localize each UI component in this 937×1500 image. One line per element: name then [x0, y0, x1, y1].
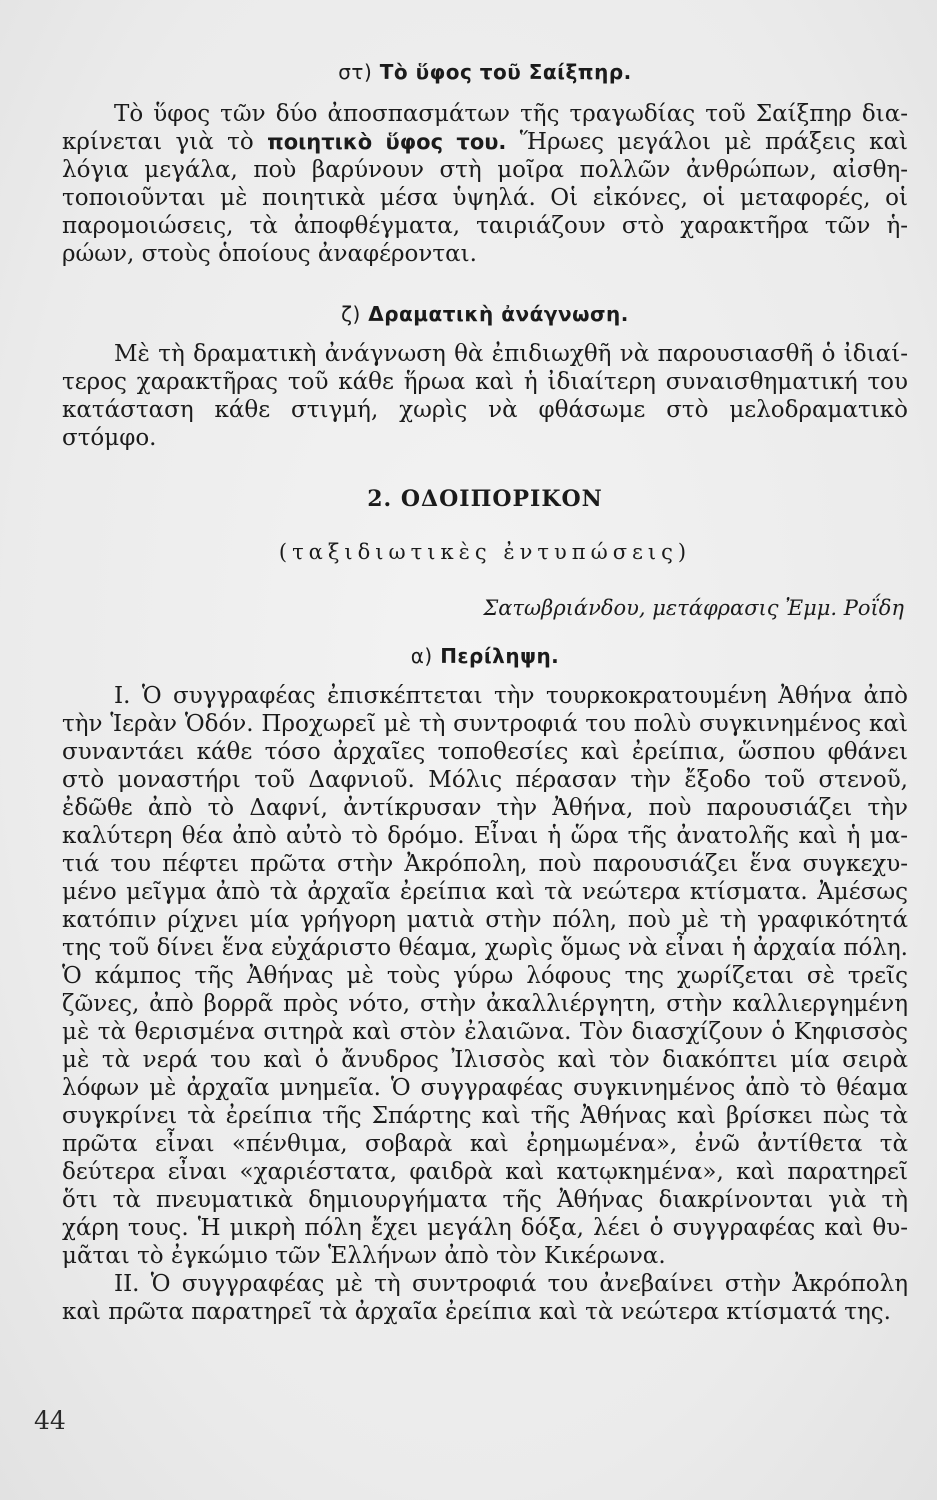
section-mark: στ)	[338, 60, 373, 84]
paragraph-rest: Ἥρωες μεγάλοι μὲ πράξεις καὶ λόγια μεγάλα, ποὺ βαρύνουν στὴ μοῖρα πολλῶν ἀνθρώπων, αἰσθη-τοποιοῦνται μὲ ποιητικὰ μέσα ὑψηλά. Οἱ εἰκόνες, οἱ μεταφορές, οἱ παρομοιώσεις, τὰ ἀποφθέγματα, ταιριάζουν στὸ χαρακτῆρα τῶν ἡ-ρώων, στοὺς ὁποίους ἀναφέρονται.	[62, 129, 908, 267]
section-mark: α)	[410, 644, 433, 668]
page-number: 44	[34, 1406, 66, 1435]
paragraph-lead: Τὸ ὕφος τῶν δύο ἀποσπασμάτων τῆς τραγωδίας τοῦ Σαίξπηρ δια-κρίνεται γιὰ τὸ	[62, 101, 908, 155]
author-attribution: Σατωβριάνδου, μετάφρασις Ἐμμ. Ροΐδη	[483, 596, 904, 620]
section-title: Δραματικὴ ἀνάγνωση.	[368, 302, 629, 326]
section-heading-a	[62, 644, 908, 668]
page-content	[62, 60, 908, 1326]
section-heading-st	[62, 60, 908, 84]
section-heading-z	[62, 302, 908, 326]
summary-paragraph-1: Ι. Ὁ συγγραφέας ἐπισκέπτεται τὴν τουρκοκρατουμένη Ἀθήνα ἀπὸ τὴν Ἱερὰν Ὁδόν. Προχωρεῖ μὲ τὴ συντροφιά του πολὺ συγκινημένος καὶ συναντάει κάθε τόσο ἀρχαῖες τοποθεσίες καὶ ἐρείπια, ὥσπου φθάνει στὸ μοναστήρι τοῦ Δαφνιοῦ. Μόλις πέρασαν τὴν ἔξοδο τοῦ στενοῦ, ἐδῶθε ἀπὸ τὸ Δαφνί, ἀντίκρυσαν τὴν Ἀθήνα, ποὺ παρουσιάζει τὴν καλύτερη θέα ἀπὸ αὐτὸ τὸ δρόμο. Εἶναι ἡ ὥρα τῆς ἀνατολῆς καὶ ἡ μα-τιά του πέφτει πρῶτα στὴν Ἀκρόπολη, ποὺ παρουσιάζει ἕνα συγκεχυ-μένο μεῖγμα ἀπὸ τὰ ἀρχαῖα ἐρείπια καὶ τὰ νεώτερα κτίσματα. Ἀμέσως κατόπιν ρίχνει μία γρήγορη ματιὰ στὴν πόλη, ποὺ μὲ τὴ γραφικότητά της τοῦ δίνει ἕνα εὐχάριστο θέαμα, χωρὶς ὅμως νὰ εἶναι ἡ ἀρχαία πόλη. Ὁ κάμπος τῆς Ἀθήνας μὲ τοὺς γύρω λόφους της χωρίζεται σὲ τρεῖς ζῶνες, ἀπὸ βορρᾶ πρὸς νότο, στὴν ἀκαλλιέργητη, στὴν καλλιεργημένη μὲ τὰ θερισμένα σιτηρὰ καὶ στὸν ἐλαιῶνα. Τὸν διασχίζουν ὁ Κηφισσὸς μὲ τὰ νερά του καὶ ὁ ἄνυδρος Ἰλισσὸς καὶ τὸν διακόπτει μία σειρὰ λόφων μὲ ἀρχαῖα μνημεῖα. Ὁ συγγραφέας συγκινημένος ἀπὸ τὸ θέαμα συγκρίνει τὰ ἐρείπια τῆς Σπάρτης καὶ τῆς Ἀθήνας καὶ βρίσκει πὼς τὰ πρῶτα εἶναι «πένθιμα, σοβαρὰ καὶ ἐρημωμένα», ἐνῶ ἀντίθετα τὰ δεύτερα εἶναι «χαριέστατα, φαιδρὰ καὶ κατῳκημένα», καὶ παρατηρεῖ ὅτι τὰ πνευματικὰ δημιουργήματα τῆς Ἀθήνας διακρίνονται γιὰ τὴ χάρη τους. Ἡ μικρὴ πόλη ἔχει μεγάλη δόξα, λέει ὁ συγγραφέας καὶ θυ-μᾶται τὸ ἐγκώμιο τῶν Ἑλλήνων ἀπὸ τὸν Κικέρωνα.	[62, 683, 908, 1269]
section-title: Τὸ ὕφος τοῦ Σαίξπηρ.	[379, 60, 632, 84]
paragraph-style	[62, 100, 908, 268]
summary-paragraph-2: ΙΙ. Ὁ συγγραφέας μὲ τὴ συντροφιά του ἀνεβαίνει στὴν Ἀκρόπολη καὶ πρῶτα παρατηρεῖ τὰ ἀρχαῖα ἐρείπια καὶ τὰ νεώτερα κτίσματά της.	[62, 1271, 908, 1325]
section-title: Περίληψη.	[440, 644, 560, 668]
emphasized-phrase: ποιητικὸ ὕφος του.	[267, 130, 507, 154]
chapter-subtitle: (ταξιδιωτικὲς ἐντυπώσεις)	[278, 540, 692, 564]
chapter-title: 2. ΟΔΟΙΠΟΡΙΚΟΝ	[367, 486, 603, 512]
section-mark: ζ)	[341, 302, 361, 326]
paragraph-dramatic-reading: Μὲ τὴ δραματικὴ ἀνάγνωση θὰ ἐπιδιωχθῆ νὰ παρουσιασθῆ ὁ ἰδιαί-τερος χαρακτῆρας τοῦ κάθε ἥρωα καὶ ἡ ἰδιαίτερη συναισθηματική του κατάσταση κάθε στιγμή, χωρὶς νὰ φθάσωμε στὸ μελοδραματικὸ στόμφο.	[62, 341, 908, 451]
